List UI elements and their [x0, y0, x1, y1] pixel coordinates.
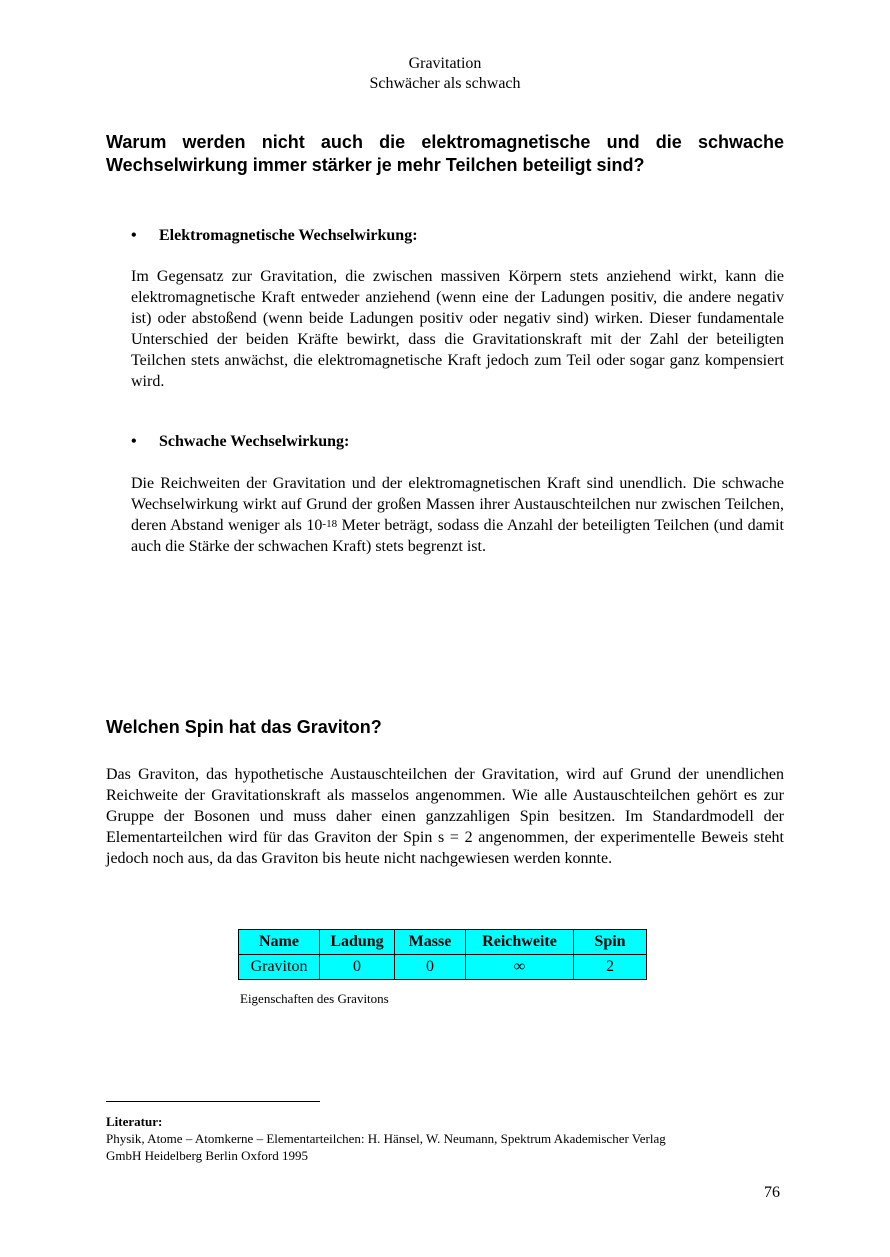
- column-header: Spin: [574, 930, 647, 955]
- paragraph-weak: [131, 473, 784, 557]
- graviton-properties-table: [238, 929, 647, 980]
- table-cell: Graviton: [239, 955, 320, 980]
- literature-title: Literatur:: [106, 1114, 163, 1129]
- table-cell: ∞: [466, 955, 574, 980]
- bullet-marker: •: [131, 433, 137, 450]
- column-header: Masse: [395, 930, 466, 955]
- literature-footnote: [106, 1113, 796, 1164]
- bullet-label: Elektromagnetische Wechselwirkung:: [159, 227, 418, 244]
- table-row: [239, 955, 647, 980]
- column-header: Reichweite: [466, 930, 574, 955]
- bullet-electromagnetic: [131, 226, 418, 246]
- question-heading-1: Warum werden nicht auch die elektromagnetische und die schwache Wechselwirkung immer stärker je mehr Teilchen beteiligt sind?: [106, 132, 784, 175]
- bullet-marker: •: [131, 227, 137, 244]
- text-part: Meter beträgt, sodass die Anzahl der beteiligten Teilchen (und damit auch die Stärke der schwachen Kraft) stets begrenzt ist.: [131, 517, 785, 555]
- column-header: Ladung: [320, 930, 395, 955]
- bullet-weak: [131, 432, 349, 452]
- literature-line: Physik, Atome – Atomkerne – Elementarteilchen: H. Hänsel, W. Neumann, Spektrum Akademischer Verlag: [106, 1131, 666, 1146]
- table-cell: 2: [574, 955, 647, 980]
- text-part: Die Reichweiten der Gravitation und der elektromagnetischen Kraft sind unendlich. Die schwache Wechselwirkung wirkt auf Grund der großen Massen ihrer Austauschteilchen nur zwischen Teilchen, deren Abstand weniger als 10: [131, 475, 784, 534]
- literature-line: GmbH Heidelberg Berlin Oxford 1995: [106, 1148, 308, 1163]
- paragraph-electromagnetic: Im Gegensatz zur Gravitation, die zwischen massiven Körpern stets anziehend wirkt, kann die elektromagnetische Kraft entweder anziehend (wenn eine der Ladungen positiv, die andere negativ ist) oder abstoßend (wenn beide Ladungen positiv oder negativ sind) wirken. Dieser fundamentale Unterschied der beiden Kräfte bewirkt, dass die Gravitationskraft mit der Zahl der beteiligten Teilchen stets anwächst, die elektromagnetische Kraft jedoch zum Teil oder sogar ganz kompensiert wird.: [131, 268, 784, 390]
- table-cell: 0: [395, 955, 466, 980]
- header-subtitle: Schwächer als schwach: [369, 75, 521, 92]
- bullet-label: Schwache Wechselwirkung:: [159, 433, 350, 450]
- header-title: Gravitation: [408, 55, 482, 72]
- table-caption: Eigenschaften des Gravitons: [240, 991, 389, 1006]
- question-heading-2: Welchen Spin hat das Graviton?: [106, 717, 382, 737]
- table-header-row: [239, 930, 647, 955]
- running-header: [0, 54, 890, 94]
- paragraph-graviton: Das Graviton, das hypothetische Austauschteilchen der Gravitation, wird auf Grund der unendlichen Reichweite der Gravitationskraft als masselos angenommen. Wie alle Austauschteilchen gehört es zur Gruppe der Bosonen und muss daher einen ganzzahligen Spin besitzen. Im Standardmodell der Elementarteilchen wird für das Graviton der Spin s = 2 angenommen, der experimentelle Beweis steht jedoch noch aus, da das Graviton bis heute nicht nachgewiesen werden konnte.: [106, 766, 784, 867]
- table-cell: 0: [320, 955, 395, 980]
- footnote-divider: [106, 1101, 320, 1102]
- page-number: 76: [764, 1184, 780, 1201]
- exponent: -18: [322, 518, 338, 530]
- column-header: Name: [239, 930, 320, 955]
